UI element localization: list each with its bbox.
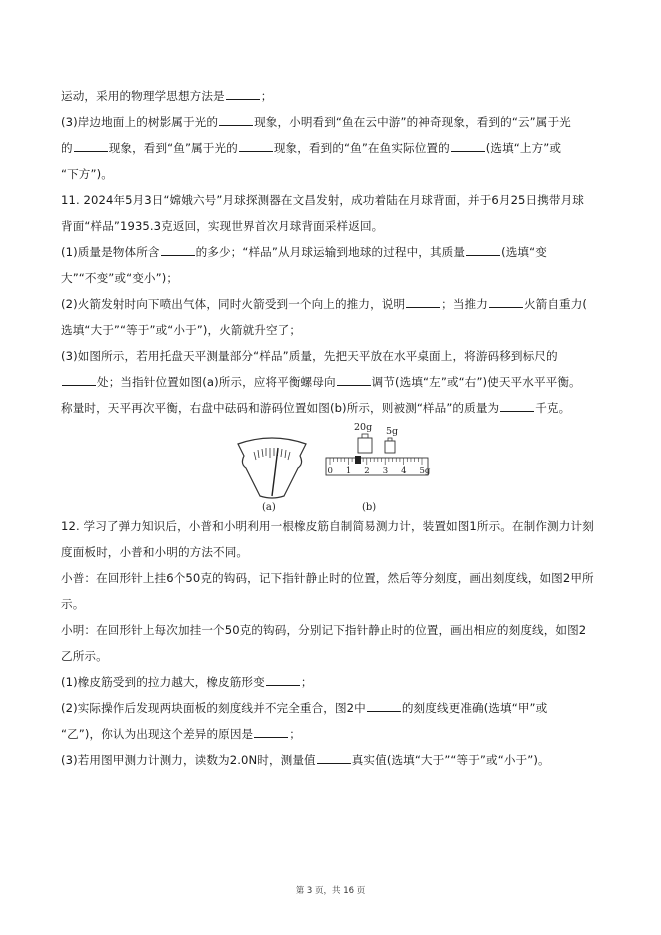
- text-segment: 小普：在回形针上挂6个50克的钩码，记下指针静止时的位置，然后等分刻度，画出刻度线，如图2甲所: [61, 571, 594, 585]
- text-segment: 处；当指针位置如图(a)所示，应将平衡螺母向: [97, 375, 336, 389]
- text-segment: 示。: [61, 597, 85, 611]
- text-segment: ；: [260, 89, 273, 103]
- text-segment: (3)岸边地面上的树影属于光的: [61, 115, 219, 129]
- text-line: [61, 570, 594, 586]
- text-line: [61, 622, 586, 638]
- text-segment: 度面板时，小普和小明的方法不同。: [61, 545, 249, 559]
- figure-a-label: (a): [262, 502, 276, 513]
- answer-blank[interactable]: [62, 374, 96, 386]
- figure-b-rider-scale: [322, 418, 432, 516]
- weight-20g-label: 20g: [354, 422, 373, 433]
- text-segment: 选填“大于”“等于”或“小于”)，火箭就升空了；: [61, 323, 302, 337]
- text-segment: 12. 学习了弹力知识后，小普和小明利用一根橡皮筋自制简易测力计，装置如图1所示。在制作测力计刻: [61, 519, 594, 533]
- text-segment: 的多少；“样品”从月球运输到地球的过程中，其质量: [195, 245, 466, 259]
- weight-5g-knob: [388, 438, 392, 441]
- text-line: [61, 166, 113, 182]
- text-segment: 现象，看到“鱼”属于光的: [108, 141, 238, 155]
- text-segment: (选填“上方”或: [485, 141, 562, 155]
- text-line: [61, 322, 301, 338]
- text-line: [61, 374, 581, 390]
- text-line: [61, 88, 272, 104]
- text-segment: 现象，小明看到“鱼在云中游”的神奇现象，看到的“云”属于光: [254, 115, 571, 129]
- figure-a-pointer-dial: [232, 434, 312, 514]
- text-segment: 火箭自重力(: [523, 297, 588, 311]
- text-line: [61, 752, 550, 768]
- answer-blank[interactable]: [317, 752, 351, 764]
- weight-5g-label: 5g: [386, 426, 399, 437]
- text-segment: ；: [289, 727, 301, 741]
- text-line: [61, 192, 584, 208]
- weight-5g-body: [385, 441, 395, 453]
- text-segment: 现象，看到的“鱼”在鱼实际位置的: [273, 141, 450, 155]
- text-segment: (1)质量是物体所含: [61, 245, 160, 259]
- text-segment: 小明：在回形针上每次加挂一个50克的钩码，分别记下指针静止时的位置，画出相应的刻度线，如图2: [61, 623, 587, 637]
- text-segment: 的刻度线更准确(选填“甲”或: [401, 701, 548, 715]
- scale-tick-label: 5g: [419, 466, 431, 476]
- answer-blank[interactable]: [500, 400, 534, 412]
- text-line: [61, 218, 383, 234]
- text-segment: 11. 2024年5月3日“嫦娥六号”月球探测器在文昌发射，成功着陆在月球背面，并于6月25日携带月球: [61, 193, 584, 207]
- answer-blank[interactable]: [226, 88, 260, 100]
- text-segment: (选填“变: [501, 245, 547, 259]
- weight-20g-body: [358, 438, 372, 453]
- weight-20g-knob: [362, 434, 368, 438]
- text-segment: (2)火箭发射时向下喷出气体，同时火箭受到一个向上的推力，说明: [61, 297, 406, 311]
- scale-tick-label: 2: [364, 466, 370, 476]
- text-line: [61, 348, 558, 364]
- text-line: [61, 726, 301, 742]
- text-segment: “乙”)，你认为出现这个差异的原因是: [61, 727, 254, 741]
- answer-blank[interactable]: [161, 244, 195, 256]
- text-segment: 背面“样品”1935.3克返回，实现世界首次月球背面采样返回。: [61, 219, 384, 233]
- text-line: [61, 518, 594, 534]
- answer-blank[interactable]: [367, 700, 401, 712]
- answer-blank[interactable]: [406, 296, 440, 308]
- answer-blank[interactable]: [337, 374, 371, 386]
- text-line: [61, 140, 561, 156]
- scale-tick-label: 1: [345, 466, 352, 476]
- dial-outline: [238, 438, 306, 498]
- text-segment: 的: [61, 141, 73, 155]
- scale-tick-label: 4: [401, 466, 407, 476]
- text-line: [61, 544, 248, 560]
- scale-tick-label: 0: [327, 466, 333, 476]
- figure-b-label: (b): [362, 502, 377, 513]
- page-footer: 第 3 页，共 16 页: [295, 886, 366, 896]
- text-segment: ；当推力: [441, 297, 488, 311]
- rider: [355, 456, 361, 464]
- answer-blank[interactable]: [74, 140, 108, 152]
- text-line: [61, 648, 108, 664]
- text-segment: (1)橡皮筋受到的拉力越大，橡皮筋形变: [61, 675, 265, 689]
- answer-blank[interactable]: [254, 726, 288, 738]
- text-segment: “下方”)。: [61, 167, 113, 181]
- answer-blank[interactable]: [489, 296, 523, 308]
- text-line: [61, 596, 84, 612]
- scale-tick-label: 3: [382, 466, 389, 476]
- text-segment: 真实值(选填“大于”“等于”或“小于”)。: [351, 753, 550, 767]
- text-segment: (3)如图所示，若用托盘天平测量部分“样品”质量，先把天平放在水平桌面上，将游码移到标尺的: [61, 349, 558, 363]
- answer-blank[interactable]: [451, 140, 485, 152]
- text-segment: 千克。: [535, 401, 571, 415]
- text-segment: 乙所示。: [61, 649, 108, 663]
- answer-blank[interactable]: [239, 140, 273, 152]
- answer-blank[interactable]: [466, 244, 500, 256]
- text-line: [61, 270, 178, 286]
- text-line: [61, 700, 547, 716]
- text-segment: 调节(选填“左”或“右”)使天平水平平衡。: [371, 375, 581, 389]
- answer-blank[interactable]: [266, 674, 300, 686]
- text-segment: 称量时，天平再次平衡，右盘中砝码和游码位置如图(b)所示，则被测“样品”的质量为: [61, 401, 500, 415]
- text-line: [61, 296, 587, 312]
- text-line: [61, 244, 547, 260]
- text-segment: (2)实际操作后发现两块面板的刻度线并不完全重合，图2中: [61, 701, 366, 715]
- text-line: [61, 114, 571, 130]
- answer-blank[interactable]: [219, 114, 253, 126]
- text-segment: 运动，采用的物理学思想方法是: [61, 89, 225, 103]
- text-line: [61, 400, 570, 416]
- text-line: [61, 674, 313, 690]
- text-segment: 大”“不变”或“变小”)；: [61, 271, 179, 285]
- text-segment: ；: [300, 675, 313, 689]
- text-segment: (3)若用图甲测力计测力，读数为2.0N时，测量值: [61, 753, 316, 767]
